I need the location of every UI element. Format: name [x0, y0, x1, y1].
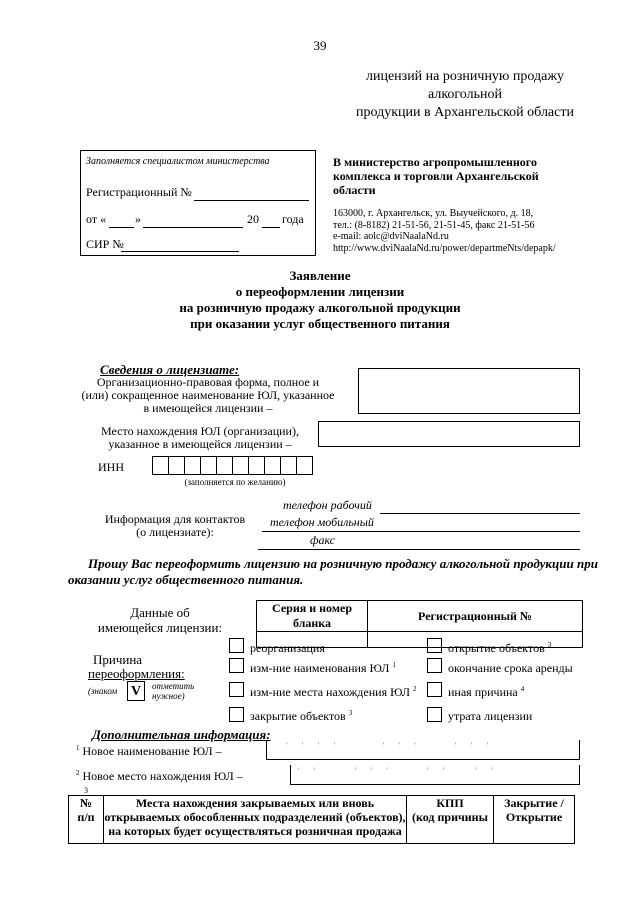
date-year-line[interactable]: [262, 227, 280, 228]
org-form-field[interactable]: [358, 368, 580, 414]
new-location-label: $^2$ Новое место нахождения ЮЛ –: [76, 769, 243, 783]
reason-label: Причина: [93, 652, 143, 667]
inn-cell[interactable]: [249, 457, 265, 475]
date-day-line[interactable]: [109, 227, 134, 228]
option-lease-end: окончание срока аренды: [448, 661, 573, 675]
request-text: Прошу Вас переоформить лицензию на розничную продажу алкогольной продукции при оказании услуг общественного питания.: [68, 556, 598, 587]
inn-hint: (заполняется по желанию): [184, 477, 286, 487]
header-line: алкогольной: [428, 87, 502, 102]
license-loss-checkbox[interactable]: [427, 707, 442, 722]
fax-label: факс: [310, 533, 336, 547]
other-reason-checkbox[interactable]: [427, 682, 442, 697]
license-data-line: Данные об: [130, 605, 190, 620]
close-objects-checkbox[interactable]: [229, 707, 244, 722]
title-line: на розничную продажу алкогольной продукции: [179, 300, 461, 315]
ministry-box: [80, 150, 316, 256]
option-close-objects: закрытие объектов $^3$: [250, 709, 353, 723]
option-reorganization: реорганизация: [250, 641, 325, 655]
license-data-line: имеющейся лицензии:: [97, 620, 223, 635]
col-num-line: №: [79, 796, 93, 810]
recipient-phone: тел.: (8-8182) 21-51-56, 21-51-45, факс 21-51-56: [333, 219, 535, 231]
phone-mobile-field[interactable]: [262, 531, 580, 532]
title-line: Заявление: [289, 268, 351, 283]
inn-label: ИНН: [98, 460, 124, 474]
title-line: при оказании услуг общественного питания: [190, 316, 450, 331]
name-change-checkbox[interactable]: [229, 658, 244, 673]
date-from: от «: [86, 212, 107, 226]
mark-suffix-line: нужное): [152, 691, 185, 701]
document-title: [120, 268, 520, 332]
location-line: указанное в имеющейся лицензии –: [108, 437, 292, 451]
phone-work-label: телефон рабочий: [283, 498, 372, 512]
objects-table: [68, 795, 575, 844]
org-form-line: в имеющейся лицензии –: [143, 401, 273, 415]
date-mid: »: [135, 212, 141, 226]
col-places-line: Места нахождения закрываемых или вновь: [135, 796, 375, 810]
col-num-line: п/п: [77, 810, 95, 824]
license-data-label: [90, 605, 230, 635]
col-num-header: [69, 796, 104, 844]
recipient-email: e-mail: aolc@dviNaalaNd.ru: [333, 231, 449, 242]
location-change-checkbox[interactable]: [229, 682, 244, 697]
option-open-objects: открытие объектов $^3$: [448, 641, 552, 655]
page-number: 39: [313, 38, 327, 53]
recipient-url: http://www.dviNaalaNd.ru/power/departmeNts/depapk/: [333, 242, 556, 254]
title-line: о переоформлении лицензии: [235, 284, 405, 299]
open-objects-checkbox[interactable]: [427, 638, 442, 653]
col-status-header: [494, 796, 575, 844]
license-reg-header: Регистрационный №: [368, 601, 583, 632]
additional-heading: Дополнительная информация:: [92, 727, 271, 742]
reason-label-2: переоформления:: [88, 666, 185, 681]
ministry-note: Заполняется специалистом министерства: [86, 156, 270, 167]
recipient-title: В министерство агропромышленного комплекса и торговли Архангельской области: [333, 155, 539, 197]
location-field[interactable]: [318, 421, 580, 447]
option-name-change: изм-ние наименования ЮЛ $^1$: [250, 661, 396, 675]
mark-suffix-line: отметить: [152, 681, 195, 691]
phone-mobile-label: телефон мобильный: [270, 515, 374, 529]
lease-end-checkbox[interactable]: [427, 658, 442, 673]
inn-cell[interactable]: [201, 457, 217, 475]
license-series-header: Серия и номер бланка: [257, 601, 368, 632]
sir-label: СИР №: [86, 237, 124, 251]
option-location-change: изм-ние места нахождения ЮЛ $^2$: [250, 685, 417, 699]
col-status-line: Открытие: [505, 810, 563, 824]
reorganization-checkbox[interactable]: [229, 638, 244, 653]
inn-cell[interactable]: [281, 457, 297, 475]
option-other-reason: иная причина $^4$: [448, 685, 525, 699]
phone-work-field[interactable]: [380, 513, 580, 514]
inn-cell[interactable]: [265, 457, 281, 475]
location-line: Место нахождения ЮЛ (организации),: [101, 424, 299, 438]
licensee-heading: Сведения о лицензиате:: [100, 362, 240, 377]
inn-cell[interactable]: [233, 457, 249, 475]
col-places-line: на которых будет осуществляться розничная продажа: [108, 824, 402, 838]
inn-cell[interactable]: [185, 457, 201, 475]
mark-example-box: V: [127, 681, 145, 701]
col-places-header: [104, 796, 407, 844]
inn-cell[interactable]: [297, 457, 313, 475]
date-month-line[interactable]: [143, 227, 243, 228]
new-name-dots: ' ' ' ' ' ' ' ' ' ': [286, 741, 495, 751]
recipient-contacts: [333, 208, 603, 254]
document-header: [330, 68, 600, 122]
inn-cells[interactable]: [152, 456, 313, 475]
date-tail: года: [282, 212, 304, 226]
org-form-line: Организационно-правовая форма, полное и: [96, 375, 320, 389]
new-location-dots: ' ' ' ' ' ' ' ' ': [298, 766, 499, 776]
registration-line[interactable]: [194, 200, 309, 201]
col-kpp-line: КПП: [436, 796, 464, 810]
inn-cell[interactable]: [153, 457, 169, 475]
header-line: лицензий на розничную продажу: [365, 69, 564, 84]
contacts-line: (о лицензиате):: [136, 525, 214, 539]
col-kpp-header: [407, 796, 494, 844]
mark-suffix: [152, 681, 194, 701]
contacts-line: Информация для контактов: [104, 512, 246, 526]
option-license-loss: утрата лицензии: [448, 709, 533, 723]
contacts-label: [80, 513, 270, 539]
org-form-label: [62, 376, 354, 415]
location-label: [70, 425, 330, 451]
org-form-line: (или) сокращенное наименование ЮЛ, указанное: [81, 388, 335, 402]
col-kpp-line: (код причины: [412, 810, 488, 824]
mark-prefix: (знаком: [88, 686, 118, 696]
header-line: продукции в Архангельской области: [356, 105, 574, 120]
inn-cell[interactable]: [169, 457, 185, 475]
fax-field[interactable]: [258, 549, 580, 550]
recipient-address: 163000, г. Архангельск, ул. Выучейского, д. 18,: [333, 208, 534, 219]
date-year: 20: [247, 212, 259, 226]
registration-label: Регистрационный №: [86, 185, 192, 199]
col-places-line: открываемых обособленных подразделений (объектов),: [104, 810, 406, 824]
col-status-line: Закрытие /: [504, 796, 564, 810]
inn-cell[interactable]: [217, 457, 233, 475]
new-name-label: $^1$ Новое наименование ЮЛ –: [76, 744, 222, 758]
table-footnote-mark: 3: [84, 786, 88, 795]
sir-line[interactable]: [121, 251, 239, 252]
